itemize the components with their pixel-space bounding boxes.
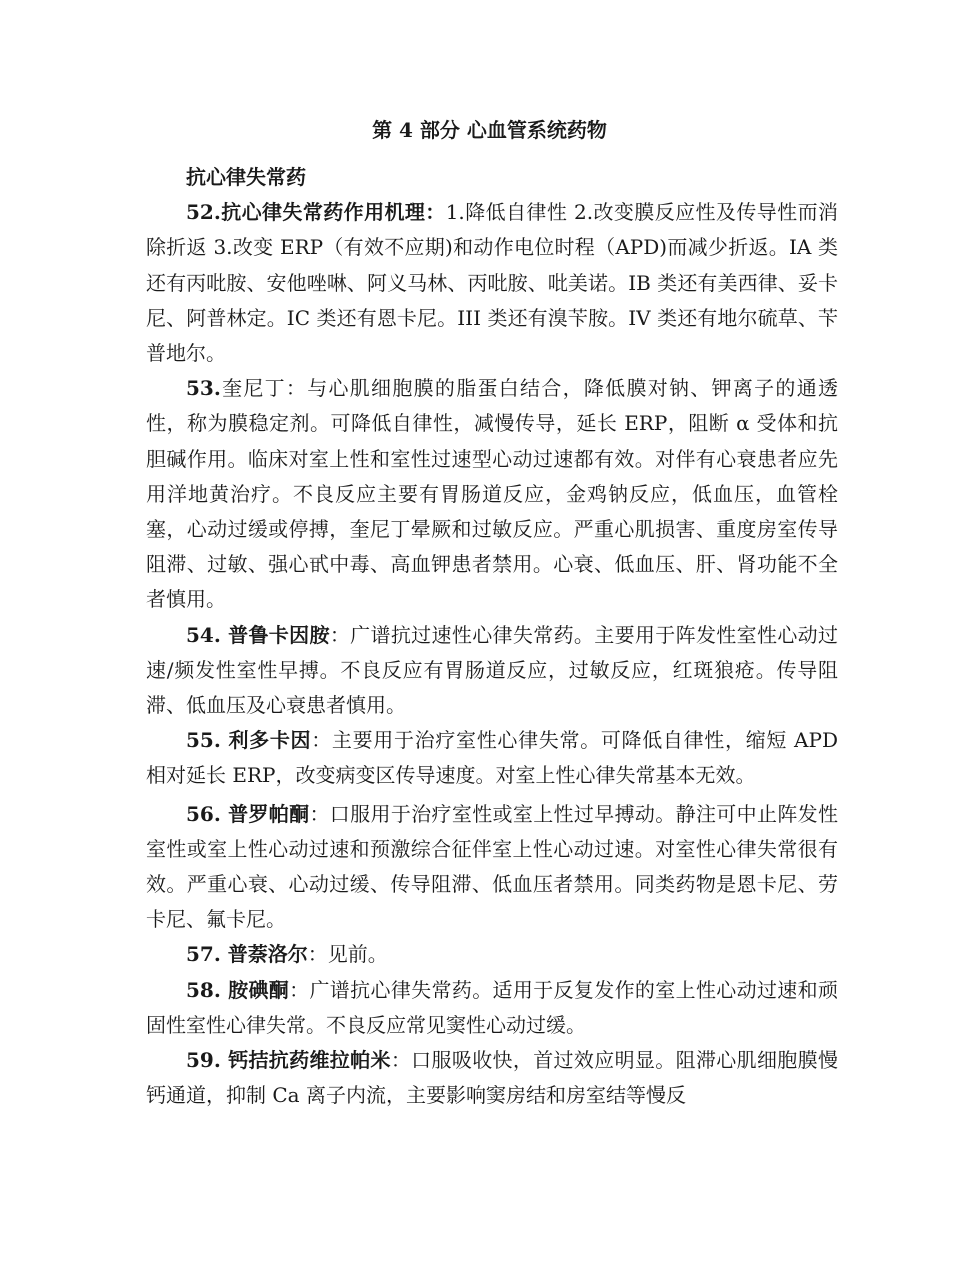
paragraph-term: 59. 钙拮抗药维拉帕米 [186,1048,391,1073]
paragraph-term: 58. 胺碘酮 [186,977,290,1002]
document-body [146,160,838,1113]
section-heading: 抗心律失常药 [186,165,306,189]
paragraph-text: ：广谱抗过速性心律失常药。主要用于阵发性室性心动过速/频发性室性早搏。不良反应有胃肠道反应，过敏反应，红斑狼疮。传导阻滞、低血压及心衰患者慎用。 [146,622,838,718]
paragraph-term: 57. 普萘洛尔 [186,942,308,967]
paragraph-52 [146,195,838,371]
paragraph-text: 奎尼丁：与心肌细胞膜的脂蛋白结合，降低膜对钠、钾离子的通透性，称为膜稳定剂。可降低自律性，减慢传导，延长 ERP，阻断 α 受体和抗胆碱作用。临床对室上性和室性过速型心动过速都有效。对伴有心衰患者应先用洋地黄治疗。不良反应主要有胃肠道反应，金鸡钠反应，低血压，血管栓塞，心动过缓或停搏，奎尼丁晕厥和过敏反应。严重心肌损害、重度房室传导阻滞、过敏、强心甙中毒、高血钾患者禁用。心衰、低血压、肝、肾功能不全者慎用。 [146,376,838,612]
paragraph-term: 54. 普鲁卡因胺 [186,622,330,647]
paragraph-text: ：口服用于治疗室性或室上性过早搏动。静注可中止阵发性室性或室上性心动过速和预激综合征伴室上性心动过速。对室性心律失常很有效。严重心衰、心动过缓、传导阻滞、低血压者禁用。同类药物是恩卡尼、劳卡尼、氟卡尼。 [146,801,838,932]
paragraph-text: 1.降低自律性 2.改变膜反应性及传导性而消除折返 3.改变 ERP（有效不应期)和动作电位时程（APD)而减少折返。IA 类还有丙吡胺、安他唑啉、阿义马林、丙吡胺、吡美诺。IB 类还有美西律、妥卡尼、阿普林定。IC 类还有恩卡尼。III 类还有溴苄胺。IV 类还有地尔硫草、苄普地尔。 [146,200,838,366]
paragraph-59 [146,1043,838,1113]
paragraph-54 [146,618,838,724]
paragraph-text: ：口服吸收快，首过效应明显。阻滞心肌细胞膜慢钙通道，抑制 Ca 离子内流，主要影响窦房结和房室结等慢反 [146,1048,838,1108]
paragraph-text: ：广谱抗心律失常药。适用于反复发作的室上性心动过速和顽固性室性心律失常。不良反应常见窦性心动过缓。 [146,977,838,1037]
paragraph-text: ：见前。 [307,942,388,967]
paragraph-text: ：主要用于治疗室性心律失常。可降低自律性，缩短 APD 相对延长 ERP，改变病变区传导速度。对室上性心律失常基本无效。 [146,728,838,788]
paragraph-56 [146,797,838,938]
paragraph-57 [146,937,838,972]
paragraph-term: 55. 利多卡因 [186,728,312,753]
paragraph-53 [146,371,838,617]
paragraph-55 [146,723,838,793]
paragraph-58 [146,973,838,1043]
paragraph-term: 52.抗心律失常药作用机理： [186,200,446,225]
page-title: 第 4 部分 心血管系统药物 [372,118,607,142]
paragraph-term: 53. [186,376,221,401]
paragraph-term: 56. 普罗帕酮 [186,801,310,826]
